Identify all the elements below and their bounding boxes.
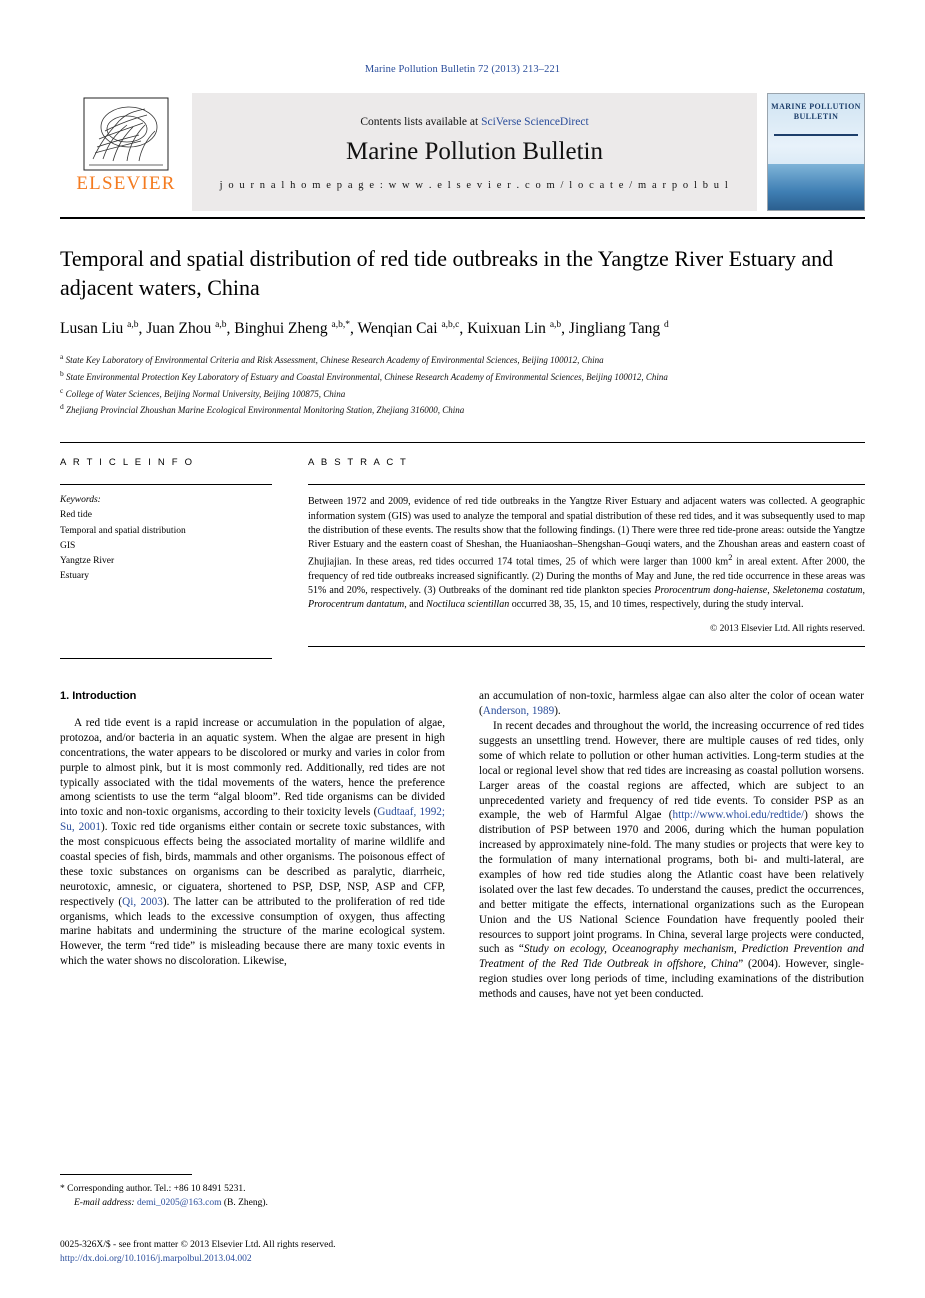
abstract-rule-top xyxy=(308,484,865,485)
intro-paragraph-left: A red tide event is a rapid increase or accumulation in the population of algae, protozoa, and/or bacteria in an aquatic system. When the algae are present in high concentrations, the water appears to be discolored or murky and varies in color from purple to almost pink, but it is most commonly red. Additionally, red tides are not typically associated with the tidal movements of the waters, hence the preference among scientists to use the term “algal bloom”. Red tide organisms can be divided into toxic and non-toxic organisms, according to their toxicity levels (Gudtaaf, 1992; Su, 2001). Toxic red tide organisms either contain or secrete toxic substances, with the most conspicuous effects being the associated mortality of marine wildlife and coastal species of fish, birds, mammals and other organisms. The poisonous effect of these toxic substances on organisms can be described as paralytic, diarrheic, neurotoxic, amnesic, or ciguatera, shortened to PSP, DSP, NSP, ASP and CFP, respectively (Qi, 2003). The latter can be attributed to the proliferation of red tide organisms, which leads to the excessive consumption of oxygen, thus affecting marine habitats and undermining the structure of the marine ecological system. However, the term “red tide” is misleading because there are many toxic events in which the water shows no discoloration. Likewise, xyxy=(60,716,446,968)
abstract-column xyxy=(308,457,865,659)
affiliation-c: $^c$ College of Water Sciences, Beijing Normal University, Beijing 100875, China xyxy=(60,385,346,399)
issn-copyright-line: 0025-326X/$ - see front matter © 2013 Elsevier Ltd. All rights reserved. xyxy=(60,1239,336,1250)
keywords-rule-top xyxy=(60,484,272,485)
elsevier-wordmark: ELSEVIER xyxy=(76,173,176,194)
section-heading-introduction: 1. Introduction xyxy=(60,690,137,703)
author-list: Lusan Liu $^{a,b}$, Juan Zhou $^{a,b}$, Binghui Zheng $^{a,b,*}$, Wenqian Cai $^{a,b,c}$, Kuixuan Lin $^{a,b}$, Jingliang Tang $^d$ xyxy=(60,320,669,338)
running-head: Marine Pollution Bulletin 72 (2013) 213–221 xyxy=(364,64,561,75)
journal-banner xyxy=(60,93,865,211)
cover-title: MARINE POLLUTION BULLETIN xyxy=(771,102,861,121)
email-line xyxy=(74,1196,445,1210)
contents-prefix: Contents lists available at xyxy=(360,115,482,128)
footnote-rule xyxy=(60,1174,192,1175)
footer-block xyxy=(60,1238,336,1267)
journal-title: Marine Pollution Bulletin xyxy=(346,137,603,165)
publisher-logo xyxy=(60,93,192,211)
keywords-label: Keywords: xyxy=(60,495,101,506)
cover-photo xyxy=(768,164,864,210)
cover-divider xyxy=(774,134,858,136)
body-column-right xyxy=(479,689,864,1002)
header-rule xyxy=(60,217,865,219)
citation-link[interactable]: Qi, 2003 xyxy=(122,895,163,908)
article-info-rule-bottom xyxy=(60,658,272,659)
citation-link[interactable]: Anderson, 1989 xyxy=(482,705,555,718)
body-column-left xyxy=(60,689,445,1002)
title-block xyxy=(60,245,865,418)
keyword-item: Temporal and spatial distribution xyxy=(60,525,186,536)
info-abstract-section xyxy=(60,442,865,659)
banner-center xyxy=(192,93,757,211)
elsevier-tree-icon xyxy=(83,97,169,171)
doi-link[interactable]: http://dx.doi.org/10.1016/j.marpolbul.2013.04.002 xyxy=(60,1253,252,1264)
email-link[interactable]: demi_0205@163.com xyxy=(136,1197,222,1208)
page-title: Temporal and spatial distribution of red tide outbreaks in the Yangtze River Estuary and adjacent waters, China xyxy=(60,246,834,300)
keyword-item: GIS xyxy=(60,540,76,551)
intro-paragraph-right-2: In recent decades and throughout the world, the increasing occurrence of red tides suggests an unsettling trend. However, there are multiple causes of red tides, only some of which relate to pollution or other human activities. Long-term studies at the local or regional level show that red tides are increasing as coastal pollution worsens. Larger areas of the coastal regions are affected, which are subject to an unprecedented variety and frequency of red tide events. To consider PSP as an example, the web of Harmful Algae (http://www.whoi.edu/redtide/) shows the distribution of PSP between 1970 and 2006, during which the human population increased by approximately nine-fold. The many studies or projects that were key to the formulation of many international programs, both bi- and multi-lateral, are examples of how red tide studies along the Atlantic coast have been relatively isolated over the last few decades. To understand the causes, predict the occurrences, and better mitigate the effects, international organizations such as the European Union and the US National Science Foundation have frequently pooled their resources to support joint programs. In China, several large projects were conducted, such as “Study on ecology, Oceanography mechanism, Prediction Prevention and Treatment of the Red Tide Outbreak in offshore, China” (2004). However, single-region studies over long periods of time, including examinations of the distribution methods and causes, have not yet been conducted. xyxy=(479,720,865,1001)
email-suffix: (B. Zheng). xyxy=(221,1197,268,1208)
journal-cover-thumbnail xyxy=(767,93,865,211)
article-page xyxy=(0,64,925,1298)
keywords-list xyxy=(60,508,272,584)
keyword-item: Estuary xyxy=(60,571,90,582)
affiliation-a: $^a$ State Key Laboratory of Environmental Criteria and Risk Assessment, Chinese Research Academy of Environmental Sciences, Beijing 100012, China xyxy=(60,351,604,365)
affiliations xyxy=(60,351,865,419)
keyword-item: Red tide xyxy=(60,510,92,521)
abstract-heading: A B S T R A C T xyxy=(308,457,409,469)
corresponding-author-footnote xyxy=(60,1174,445,1211)
body-columns xyxy=(60,689,865,1002)
citation-link[interactable]: Gudtaaf, 1992; Su, 2001 xyxy=(60,806,446,834)
article-info-column xyxy=(60,457,272,659)
abstract-text: Between 1972 and 2009, evidence of red tide outbreaks in the Yangtze River Estuary and adjacent waters was collected. A geographic information system (GIS) was used to analyze the temporal and spatial distribution of these red tides, and it was subsequently used to map the distribution of these events. The results show that the following findings. (1) There were three red tide-prone areas: outside the Yangtze River Estuary and the eastern coast of Sheshan, the Huaniaoshan–Shengshan–Gouqi waters, and the Zhoushan areas and eastern coast of Zhujiajian. In these areas, red tides occurred 174 total times, 25 of which were larger than 1000 $km^2$ in areal extent. After 2000, the frequency of red tide outbreaks increased significantly. (2) During the months of May and June, the red tide occurrence in these areas was 51% and 20%, respectively. (3) Outbreaks of the dominant red tide plankton species Prorocentrum dong-haiense, Skeletonema costatum, Prorocentrum dantatum, and Noctiluca scientillan occurred 38, 35, 15, and 10 times, respectively, during the study interval. xyxy=(308,496,866,611)
corresponding-author-line: * Corresponding author. Tel.: +86 10 8491 5231. xyxy=(60,1183,246,1194)
abstract-copyright: © 2013 Elsevier Ltd. All rights reserved. xyxy=(710,624,865,635)
intro-paragraph-right-1: an accumulation of non-toxic, harmless algae can also alter the color of ocean water (Anderson, 1989). xyxy=(479,690,864,718)
email-label: E-mail address: xyxy=(74,1197,137,1208)
harmful-algae-link[interactable]: http://www.whoi.edu/redtide/ xyxy=(672,809,805,822)
contents-line xyxy=(360,116,588,128)
affiliation-b: $^b$ State Environmental Protection Key Laboratory of Estuary and Coastal Environmental, Chinese Research Academy of Environmental Sciences, Beijing 100012, China xyxy=(60,368,668,382)
journal-homepage[interactable]: j o u r n a l h o m e p a g e : w w w . e l s e v i e r . c o m / l o c a t e / m a r p o l b u l xyxy=(219,179,730,191)
affiliation-d: $^d$ Zhejiang Provincial Zhoushan Marine Ecological Environmental Monitoring Station, Zhejiang 316000, China xyxy=(60,402,465,416)
abstract-rule-bottom xyxy=(308,646,865,647)
article-info-heading: A R T I C L E I N F O xyxy=(60,457,195,469)
sciencedirect-link[interactable]: SciVerse ScienceDirect xyxy=(481,115,589,128)
keyword-item: Yangtze River xyxy=(60,555,115,566)
